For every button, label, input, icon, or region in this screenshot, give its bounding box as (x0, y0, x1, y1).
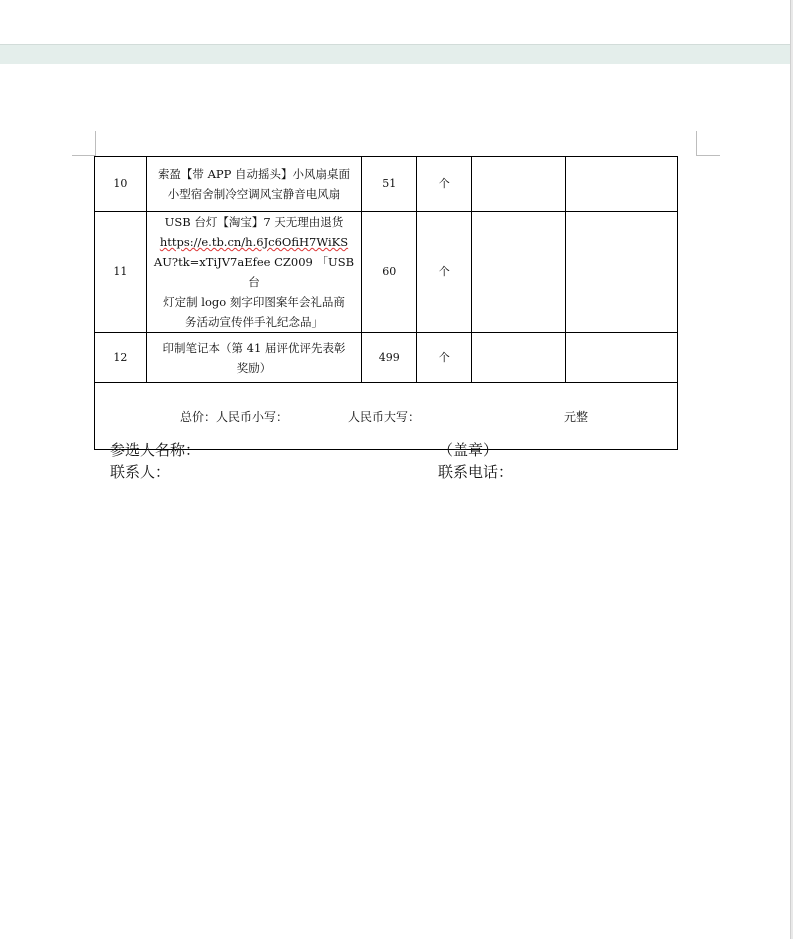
item-quantity: 51 (362, 157, 417, 212)
margin-corner-mark (696, 155, 720, 156)
margin-corner-mark (72, 155, 96, 156)
item-unit: 个 (417, 212, 472, 333)
total-small-label: 总价：人民币小写： (180, 410, 289, 424)
item-name (146, 333, 362, 383)
amount-cell[interactable] (565, 157, 677, 212)
unit-price-cell[interactable] (472, 212, 566, 333)
item-name-line: 索盈【带 APP 自动摇头】小风扇桌面 (157, 167, 351, 181)
item-quantity: 60 (362, 212, 417, 333)
participant-name-label: 参选人名称： (110, 441, 201, 459)
item-unit: 个 (417, 333, 472, 383)
item-name (146, 157, 362, 212)
item-name-line: AU?tk=xTiJV7aEfee CZ009 「USB 台 (153, 255, 355, 289)
contact-person-label: 联系人： (110, 463, 171, 481)
unit-price-cell[interactable] (472, 157, 566, 212)
item-unit: 个 (417, 157, 472, 212)
seal-label: （盖章） (438, 441, 499, 459)
row-number: 12 (95, 333, 147, 383)
item-name-line: 奖励） (236, 360, 272, 375)
item-name (146, 212, 362, 333)
item-name-line: https://e.tb.cn/h.6Jc6OfiH7WiKS (159, 235, 349, 249)
margin-corner-mark (95, 131, 96, 156)
item-quantity: 499 (362, 333, 417, 383)
total-suffix: 元整 (564, 410, 589, 424)
row-number: 10 (95, 157, 147, 212)
margin-corner-mark (696, 131, 697, 156)
item-name-line: 小型宿舍制冷空调风宝静音电风扇 (167, 187, 341, 201)
table-row (95, 157, 678, 212)
item-name-line: USB 台灯【淘宝】7 天无理由退货 (164, 215, 344, 229)
quotation-table (94, 156, 678, 450)
table-row (95, 333, 678, 383)
unit-price-cell[interactable] (472, 333, 566, 383)
item-name-line: 印制笔记本（第 41 届评优评先表彰 (162, 340, 346, 355)
ruler-bar (0, 44, 790, 65)
contact-phone-label: 联系电话： (438, 463, 514, 481)
row-number: 11 (95, 212, 147, 333)
amount-cell[interactable] (565, 212, 677, 333)
item-name-line: 灯定制 logo 刻字印图案年会礼品商 (163, 295, 345, 309)
item-name-line: 务活动宣传伴手礼纪念品」 (184, 315, 323, 329)
table-row (95, 212, 678, 333)
amount-cell[interactable] (565, 333, 677, 383)
total-big-label: 人民币大写： (348, 410, 421, 424)
